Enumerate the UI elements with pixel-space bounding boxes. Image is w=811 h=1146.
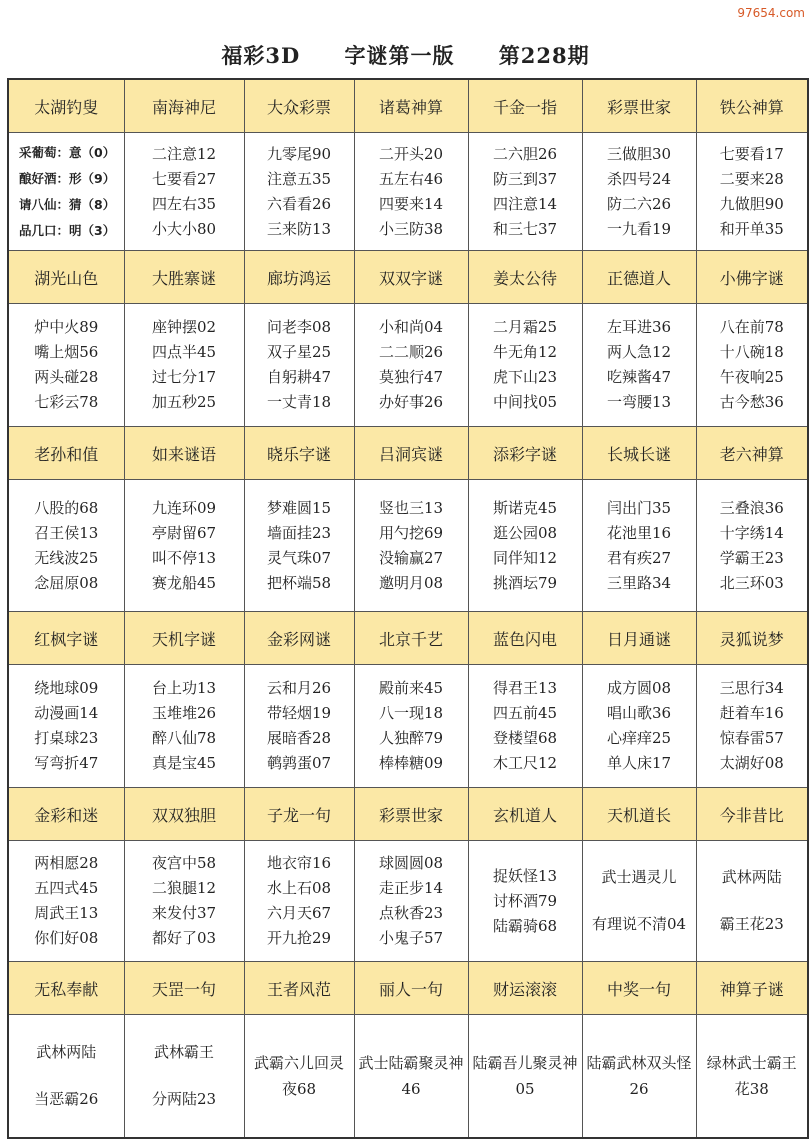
riddle-line: 打桌球23 [34, 729, 99, 747]
riddle-line: 炉中火89 [34, 318, 99, 336]
riddle-line: 太湖好08 [719, 754, 784, 772]
riddle-cell [124, 841, 244, 962]
section-header: 丽人一句 [354, 962, 468, 1015]
riddle-line: 两相愿28 [34, 854, 99, 872]
riddle-line: 邀明月08 [378, 573, 444, 592]
riddle-line: 小三防38 [378, 219, 444, 238]
riddle-line: 防二六26 [606, 194, 672, 213]
riddle-cell [468, 1015, 582, 1139]
content-row [8, 665, 808, 788]
riddle-line: 分两陆23 [151, 1090, 217, 1108]
riddle-line: 动漫画14 [34, 704, 99, 722]
section-header: 诸葛神算 [354, 79, 468, 133]
riddle-cell [124, 304, 244, 427]
riddle-line: 惊春雷57 [719, 729, 784, 747]
content-row [8, 133, 808, 251]
riddle-line: 虎下山23 [492, 368, 558, 386]
section-header: 吕洞宾谜 [354, 427, 468, 480]
riddle-line: 二要来28 [719, 169, 784, 188]
site-watermark: 97654.com [737, 6, 805, 20]
riddle-line: 绿林武士霸王花38 [706, 1054, 797, 1098]
riddle-line: 七彩云78 [34, 393, 99, 411]
riddle-cell [244, 133, 354, 251]
content-row [8, 480, 808, 612]
riddle-line: 无线波25 [34, 548, 99, 567]
riddle-line: 小和尚04 [378, 318, 444, 336]
riddle-line: 心痒痒25 [606, 729, 672, 747]
riddle-line: 八在前78 [719, 318, 784, 336]
riddle-line: 写弯折47 [34, 754, 99, 772]
section-header: 今非昔比 [696, 788, 808, 841]
riddle-line: 四左右35 [151, 194, 217, 213]
line-spacer [125, 1065, 244, 1087]
content-row [8, 304, 808, 427]
riddle-line: 九连环09 [151, 498, 217, 517]
riddle-line: 地衣帘16 [266, 854, 332, 872]
riddle-line: 木工尺12 [492, 754, 558, 772]
riddle-line: 小鬼子57 [378, 929, 444, 947]
section-header: 天机道长 [582, 788, 696, 841]
section-header: 小佛字谜 [696, 251, 808, 304]
riddle-line: 十字绣14 [719, 523, 784, 542]
riddle-cell [468, 133, 582, 251]
riddle-line: 逛公园08 [492, 523, 558, 542]
riddle-line: 亭尉留67 [151, 523, 217, 542]
riddle-line: 六月天67 [266, 904, 332, 922]
header-row [8, 251, 808, 304]
riddle-line: 三里路34 [606, 573, 672, 592]
section-header: 北京千艺 [354, 612, 468, 665]
section-header: 红枫字谜 [8, 612, 124, 665]
section-header: 老六神算 [696, 427, 808, 480]
riddle-line: 把杯端58 [266, 573, 332, 592]
riddle-cell [124, 133, 244, 251]
riddle-line: 竖也三13 [378, 498, 444, 517]
riddle-line: 三来防13 [266, 219, 332, 238]
line-spacer [583, 890, 696, 912]
riddle-line: 四注意14 [492, 194, 558, 213]
riddle-line: 霸王花23 [719, 915, 784, 933]
riddle-line: 讨杯酒79 [492, 891, 558, 910]
title-issue: 第228期 [498, 43, 590, 68]
section-header: 日月通谜 [582, 612, 696, 665]
riddle-line: 真是宝45 [151, 754, 217, 772]
riddle-line: 二开头20 [378, 144, 444, 163]
riddle-line: 武霸六儿回灵夜68 [253, 1054, 344, 1098]
riddle-line: 都好了03 [151, 929, 217, 947]
riddle-cell [354, 480, 468, 612]
title-edition: 字谜第一版 [344, 43, 455, 68]
riddle-line: 办好事26 [378, 393, 444, 411]
riddle-line: 品几口：明（3） [19, 222, 116, 238]
riddle-line: 九零尾90 [266, 144, 332, 163]
riddle-line: 加五秒25 [151, 393, 217, 411]
riddle-line: 一弯腰13 [606, 393, 672, 411]
riddle-line: 墙面挂23 [266, 523, 332, 542]
content-row [8, 841, 808, 962]
riddle-line: 座钟摆02 [151, 318, 217, 336]
riddle-line: 台上功13 [151, 679, 217, 697]
riddle-cell [244, 665, 354, 788]
riddle-line: 君有疾27 [606, 548, 672, 567]
riddle-line: 赶着车16 [719, 704, 784, 722]
section-header: 神算子谜 [696, 962, 808, 1015]
riddle-line: 球圆圆08 [378, 854, 444, 872]
riddle-cell [124, 665, 244, 788]
riddle-line: 赛龙船45 [151, 573, 217, 592]
riddle-cell [582, 133, 696, 251]
riddle-cell [468, 304, 582, 427]
riddle-line: 唱山歌36 [606, 704, 672, 722]
riddle-line: 问老李08 [266, 318, 332, 336]
riddle-line: 采葡萄：意（0） [19, 144, 116, 160]
section-header: 中奖一句 [582, 962, 696, 1015]
riddle-line: 二月霜25 [492, 318, 558, 336]
section-header: 铁公神算 [696, 79, 808, 133]
riddle-cell [244, 841, 354, 962]
line-spacer [697, 890, 808, 912]
riddle-line: 玉堆堆26 [151, 704, 217, 722]
riddle-line: 得君王13 [492, 679, 558, 697]
riddle-line: 二六胆26 [492, 144, 558, 163]
section-header: 如来谜语 [124, 427, 244, 480]
riddle-line: 和开单35 [719, 219, 784, 238]
riddle-line: 水上石08 [266, 879, 332, 897]
riddle-cell [8, 841, 124, 962]
riddle-line: 北三环03 [719, 573, 784, 592]
riddle-line: 武林两陆 [36, 1043, 97, 1061]
riddle-cell [244, 480, 354, 612]
riddle-cell [354, 665, 468, 788]
riddle-line: 注意五35 [266, 169, 332, 188]
riddle-line: 陆霸骑68 [492, 916, 558, 935]
header-row [8, 79, 808, 133]
riddle-line: 一九看19 [606, 219, 672, 238]
riddle-line: 十八碗18 [719, 343, 784, 361]
riddle-cell [354, 1015, 468, 1139]
riddle-cell [8, 480, 124, 612]
section-header: 千金一指 [468, 79, 582, 133]
riddle-line: 牛无角12 [492, 343, 558, 361]
title-lottery-name: 福彩3D [221, 43, 301, 68]
section-header: 太湖钓叟 [8, 79, 124, 133]
riddle-line: 绕地球09 [34, 679, 99, 697]
section-header: 玄机道人 [468, 788, 582, 841]
riddle-line: 念屈原08 [34, 573, 99, 592]
riddle-line: 自躬耕47 [266, 368, 332, 386]
riddle-line: 点秋香23 [378, 904, 444, 922]
section-header: 灵狐说梦 [696, 612, 808, 665]
riddle-line: 三叠浪36 [719, 498, 784, 517]
section-header: 财运滚滚 [468, 962, 582, 1015]
riddle-line: 八股的68 [34, 498, 99, 517]
riddle-line: 捉妖怪13 [492, 866, 558, 885]
riddle-line: 闫出门35 [606, 498, 672, 517]
riddle-line: 梦难圆15 [266, 498, 332, 517]
riddle-line: 叫不停13 [151, 548, 217, 567]
line-spacer [9, 1065, 124, 1087]
riddle-line: 七要看17 [719, 144, 784, 163]
riddle-line: 杀四号24 [606, 169, 672, 188]
riddle-line: 成方圆08 [606, 679, 672, 697]
riddle-line: 陆霸吾儿聚灵神05 [472, 1054, 578, 1098]
riddle-line: 过七分17 [151, 368, 217, 386]
section-header: 蓝色闪电 [468, 612, 582, 665]
riddle-cell [8, 665, 124, 788]
section-header: 添彩字谜 [468, 427, 582, 480]
riddle-line: 和三七37 [492, 219, 558, 238]
section-header: 子龙一句 [244, 788, 354, 841]
riddle-line: 双子星25 [266, 343, 332, 361]
riddle-cell [468, 665, 582, 788]
riddle-line: 武林两陆 [721, 868, 782, 886]
riddle-line: 开九抢29 [266, 929, 332, 947]
riddle-line: 召王侯13 [34, 523, 99, 542]
riddle-line: 古今愁36 [719, 393, 784, 411]
header-row [8, 962, 808, 1015]
riddle-line: 学霸王23 [719, 548, 784, 567]
section-header: 双双字谜 [354, 251, 468, 304]
section-header: 王者风范 [244, 962, 354, 1015]
riddle-line: 中间找05 [492, 393, 558, 411]
section-header: 大众彩票 [244, 79, 354, 133]
riddle-line: 醉八仙78 [151, 729, 217, 747]
section-header: 正德道人 [582, 251, 696, 304]
riddle-cell [8, 133, 124, 251]
riddle-line: 左耳进36 [606, 318, 672, 336]
section-header: 长城长谜 [582, 427, 696, 480]
riddle-cell [696, 841, 808, 962]
riddle-line: 殿前来45 [378, 679, 444, 697]
section-header: 双双独胆 [124, 788, 244, 841]
section-header: 晓乐字谜 [244, 427, 354, 480]
riddle-line: 云和月26 [266, 679, 332, 697]
riddle-table [7, 78, 809, 1139]
riddle-cell [124, 480, 244, 612]
riddle-line: 嘴上烟56 [34, 343, 99, 361]
riddle-cell [696, 133, 808, 251]
section-header: 金彩和迷 [8, 788, 124, 841]
riddle-line: 周武王13 [34, 904, 99, 922]
riddle-line: 午夜响25 [719, 368, 784, 386]
riddle-line: 莫独行47 [378, 368, 444, 386]
riddle-line: 挑酒坛79 [492, 573, 558, 592]
riddle-line: 当恶霸26 [34, 1090, 99, 1108]
riddle-cell [8, 304, 124, 427]
header-row [8, 427, 808, 480]
section-header: 廊坊鸿运 [244, 251, 354, 304]
riddle-line: 武林霸王 [153, 1043, 214, 1061]
riddle-line: 灵气珠07 [266, 548, 332, 567]
riddle-line: 两人急12 [606, 343, 672, 361]
riddle-cell [354, 841, 468, 962]
riddle-line: 展暗香28 [266, 729, 332, 747]
riddle-line: 单人床17 [606, 754, 672, 772]
riddle-cell [696, 665, 808, 788]
riddle-line: 四要来14 [378, 194, 444, 213]
riddle-cell [696, 480, 808, 612]
riddle-line: 三思行34 [719, 679, 784, 697]
riddle-line: 酿好酒：形（9） [19, 170, 116, 186]
riddle-line: 九做胆90 [719, 194, 784, 213]
riddle-line: 四五前45 [492, 704, 558, 722]
riddle-cell [124, 1015, 244, 1139]
riddle-line: 鹌鹑蛋07 [266, 754, 332, 772]
content-row [8, 1015, 808, 1139]
riddle-line: 防三到37 [492, 169, 558, 188]
riddle-cell [468, 841, 582, 962]
riddle-cell [582, 480, 696, 612]
riddle-cell [244, 304, 354, 427]
riddle-line: 走正步14 [378, 879, 444, 897]
riddle-cell [582, 841, 696, 962]
riddle-line: 吃辣酱47 [606, 368, 672, 386]
section-header: 彩票世家 [354, 788, 468, 841]
riddle-line: 二注意12 [151, 144, 217, 163]
section-header: 湖光山色 [8, 251, 124, 304]
riddle-line: 二狼腿12 [151, 879, 217, 897]
riddle-cell [582, 665, 696, 788]
riddle-cell [354, 304, 468, 427]
riddle-cell [582, 304, 696, 427]
riddle-line: 二二顺26 [378, 343, 444, 361]
section-header: 天机字谜 [124, 612, 244, 665]
riddle-line: 带轻烟19 [266, 704, 332, 722]
riddle-line: 有理说不清04 [591, 915, 687, 933]
riddle-line: 一丈青18 [266, 393, 332, 411]
page-title [0, 40, 811, 70]
riddle-line: 四点半45 [151, 343, 217, 361]
riddle-line: 夜宫中58 [151, 854, 217, 872]
riddle-line: 五左右46 [378, 169, 444, 188]
riddle-cell [244, 1015, 354, 1139]
riddle-line: 没输赢27 [378, 548, 444, 567]
riddle-line: 七要看27 [151, 169, 217, 188]
section-header: 无私奉献 [8, 962, 124, 1015]
riddle-cell [8, 1015, 124, 1139]
riddle-line: 三做胆30 [606, 144, 672, 163]
riddle-line: 来发付37 [151, 904, 217, 922]
riddle-cell [696, 1015, 808, 1139]
riddle-line: 花池里16 [606, 523, 672, 542]
riddle-cell [582, 1015, 696, 1139]
riddle-line: 武士陆霸聚灵神46 [358, 1054, 464, 1098]
riddle-line: 人独醉79 [378, 729, 444, 747]
section-header: 大胜寨谜 [124, 251, 244, 304]
section-header: 金彩网谜 [244, 612, 354, 665]
riddle-line: 棒棒糖09 [378, 754, 444, 772]
riddle-line: 斯诺克45 [492, 498, 558, 517]
riddle-line: 登楼望68 [492, 729, 558, 747]
riddle-cell [696, 304, 808, 427]
section-header: 天罡一句 [124, 962, 244, 1015]
riddle-line: 请八仙：猜（8） [19, 196, 116, 212]
riddle-line: 六看看26 [266, 194, 332, 213]
riddle-line: 用勺挖69 [378, 523, 444, 542]
riddle-line: 同伴知12 [492, 548, 558, 567]
riddle-line: 八一现18 [378, 704, 444, 722]
riddle-line: 小大小80 [151, 219, 217, 238]
riddle-line: 你们好08 [34, 929, 99, 947]
section-header: 姜太公待 [468, 251, 582, 304]
riddle-cell [354, 133, 468, 251]
riddle-line: 陆霸武林双头怪26 [586, 1054, 692, 1098]
header-row [8, 612, 808, 665]
header-row [8, 788, 808, 841]
section-header: 彩票世家 [582, 79, 696, 133]
section-header: 南海神尼 [124, 79, 244, 133]
riddle-line: 武士遇灵儿 [601, 868, 677, 886]
riddle-cell [468, 480, 582, 612]
section-header: 老孙和值 [8, 427, 124, 480]
riddle-line: 五四式45 [34, 879, 99, 897]
riddle-line: 两头碰28 [34, 368, 99, 386]
